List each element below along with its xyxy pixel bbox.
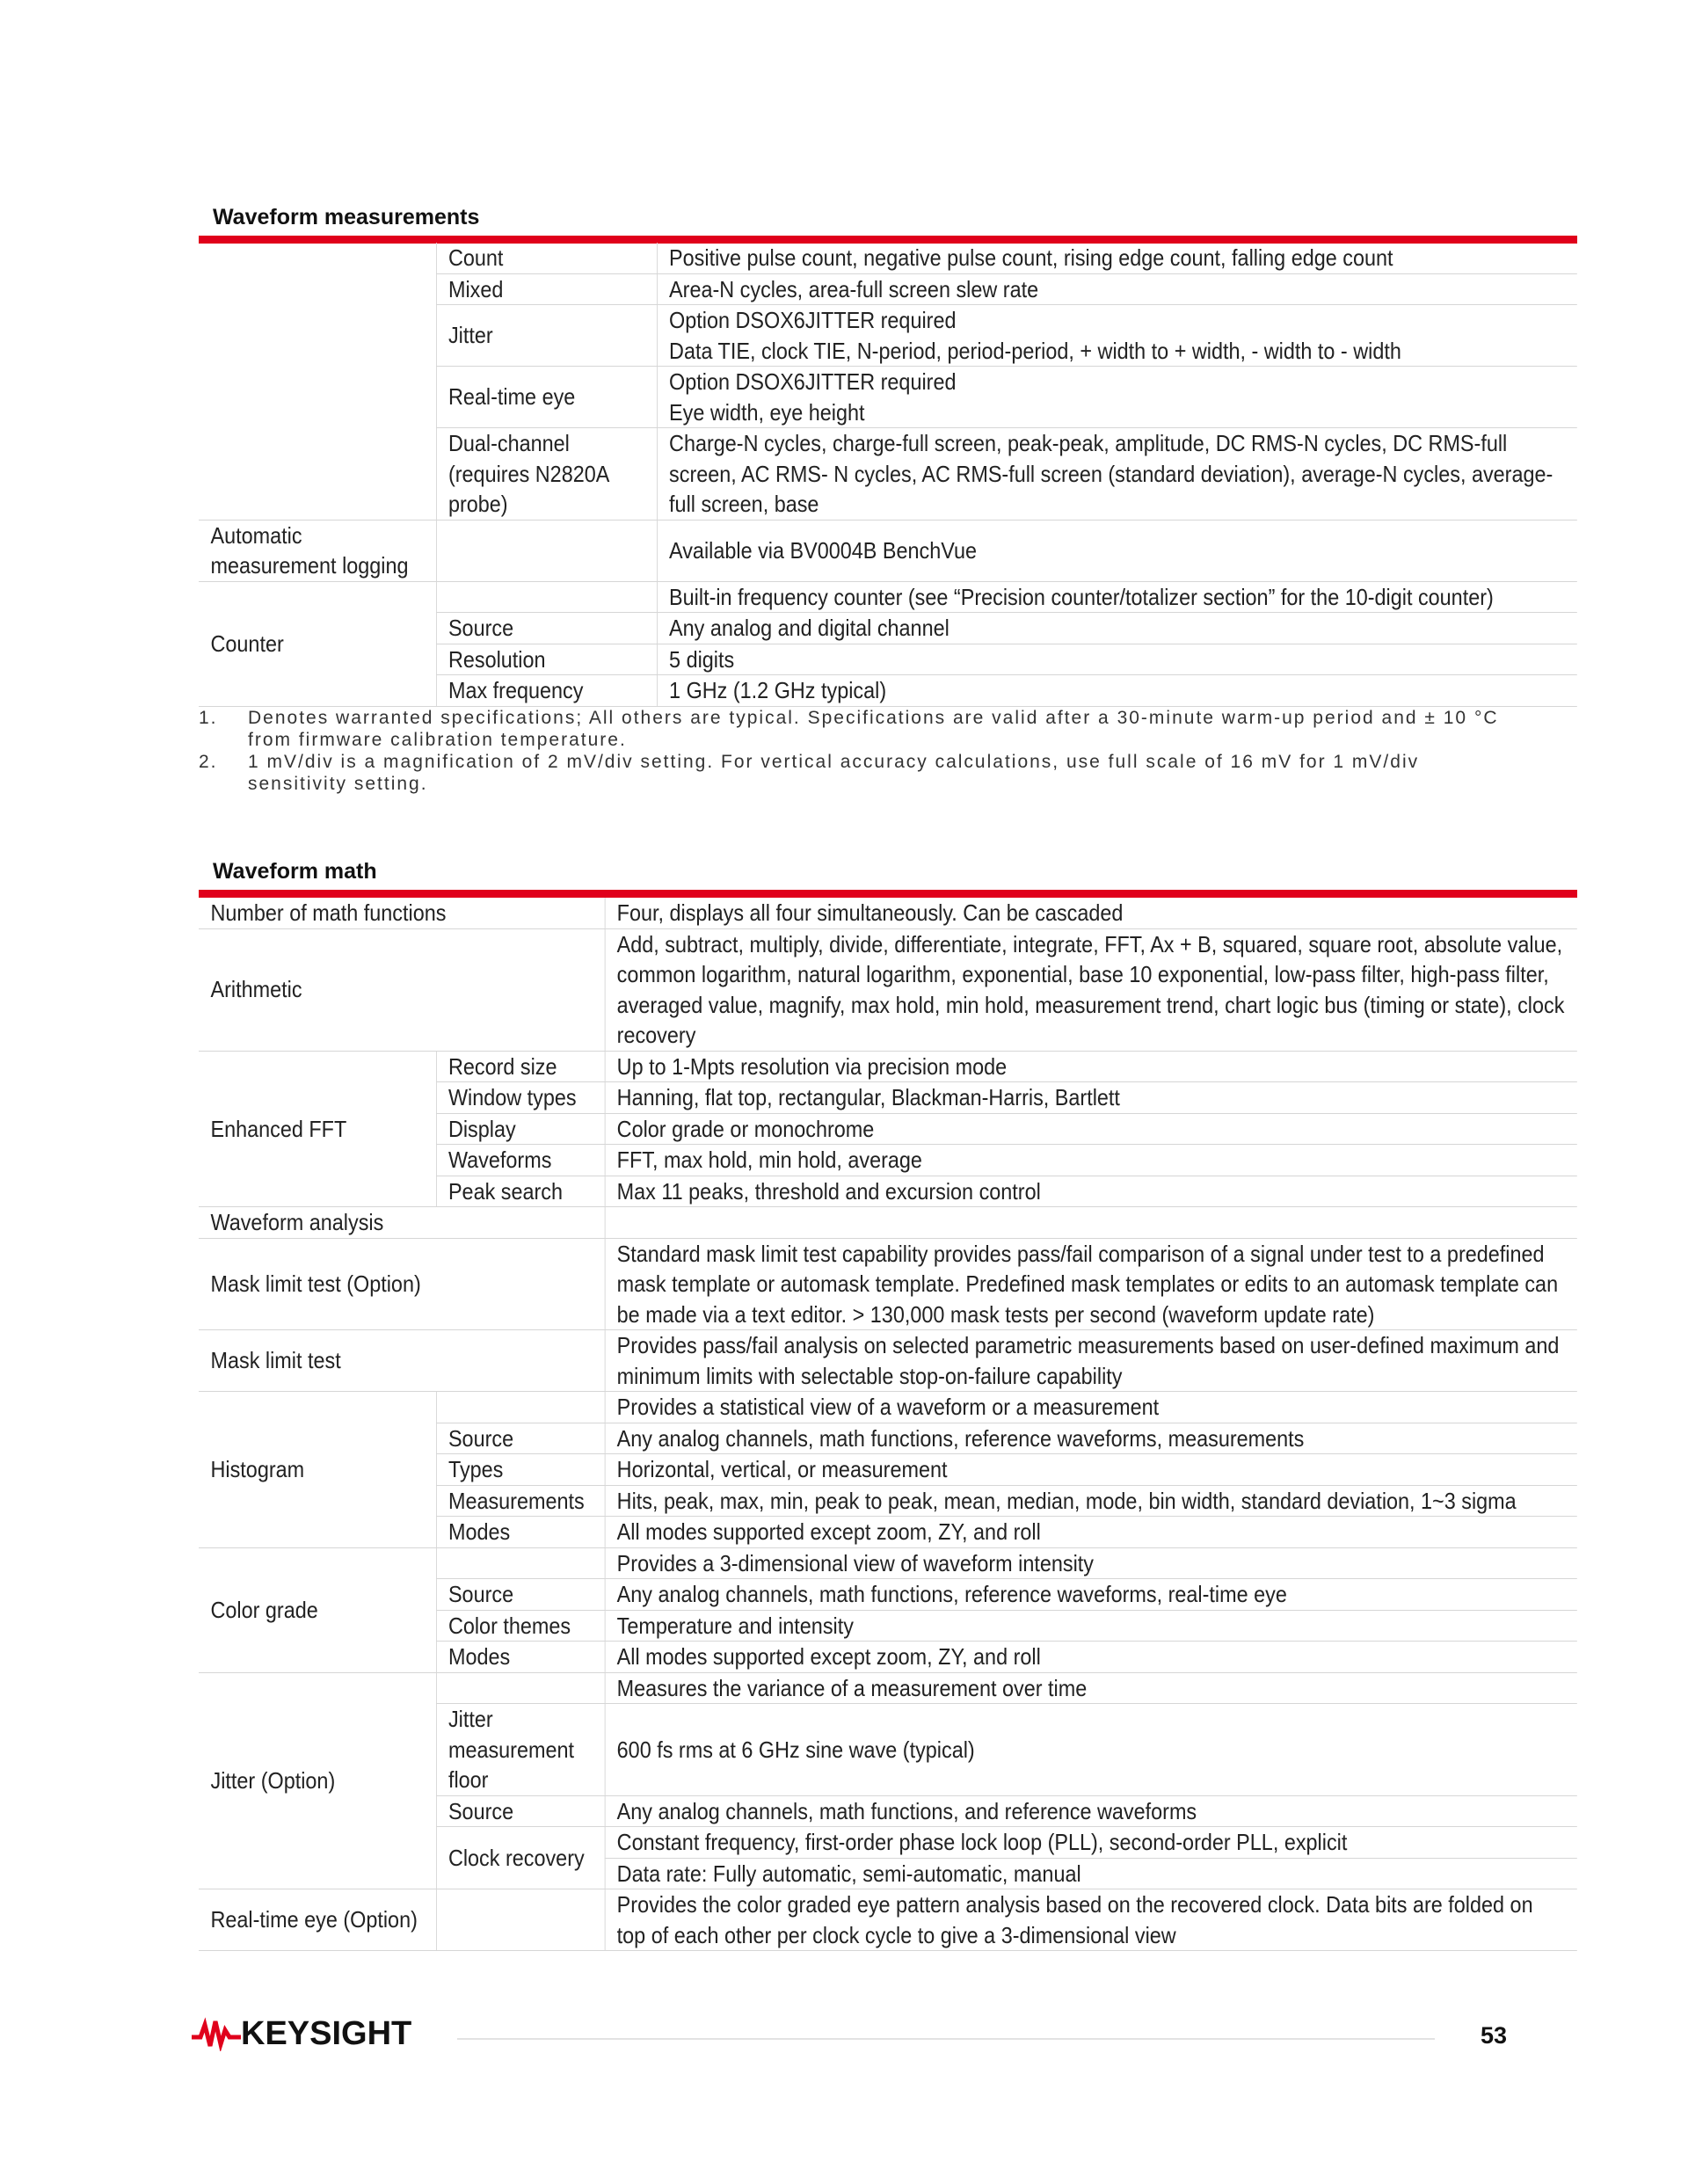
row-label-color-grade: Color grade bbox=[199, 1547, 436, 1672]
row-label-color-source: Source bbox=[436, 1579, 605, 1611]
row-value-arithmetic: Add, subtract, multiply, divide, differentiate, integrate, FFT, Ax + B, squared, square root, absolute value, common logarithm, natural logarithm, exponential, base 10 exponential, low-pass filter, high-pass filter, averaged value, magnify, max hold, min hold, measurement trend, chart logic bus (timing or state), clock recovery bbox=[605, 928, 1577, 1051]
row-label-record-size: Record size bbox=[436, 1051, 605, 1082]
footnote-number: 2. bbox=[199, 752, 218, 772]
row-value-display: Color grade or monochrome bbox=[605, 1113, 1577, 1145]
footnote-text: 1 mV/div is a magnification of 2 mV/div setting. For vertical accuracy calculations, use full scale of 16 mV for 1 mV/div sensitivity setting. bbox=[248, 752, 1420, 794]
section-divider bbox=[199, 890, 1577, 898]
footnote-number: 1. bbox=[199, 708, 218, 728]
row-label-histogram: Histogram bbox=[199, 1392, 436, 1548]
section-title-waveform-math: Waveform math bbox=[213, 859, 377, 884]
table-cell bbox=[436, 1547, 605, 1579]
row-value-mixed: Area-N cycles, area-full screen slew rate bbox=[657, 273, 1577, 305]
waveform-measurements-table bbox=[199, 243, 1577, 707]
table-cell bbox=[436, 581, 657, 613]
row-value-counter-source: Any analog and digital channel bbox=[657, 613, 1577, 644]
row-label-peak-search: Peak search bbox=[436, 1176, 605, 1207]
row-label-counter-source: Source bbox=[436, 613, 657, 644]
eye-line-2: Eye width, eye height bbox=[669, 398, 865, 426]
eye-line-1: Option DSOX6JITTER required bbox=[669, 368, 957, 395]
footnotes bbox=[199, 707, 1517, 795]
row-value-number-of-math-functions: Four, displays all four simultaneously. Can be cascaded bbox=[605, 898, 1577, 928]
row-label-display: Display bbox=[436, 1113, 605, 1145]
table-cell bbox=[436, 1672, 605, 1704]
table-row bbox=[199, 1392, 1577, 1423]
row-label-arithmetic: Arithmetic bbox=[199, 928, 605, 1051]
table-row bbox=[199, 520, 1577, 581]
row-value-dual-channel: Charge-N cycles, charge-full screen, peak-peak, amplitude, DC RMS-N cycles, DC RMS-full screen, AC RMS- N cycles, AC RMS-full screen (standard deviation), average-N cycles, average-full screen, base bbox=[657, 428, 1577, 521]
footnote bbox=[199, 751, 1517, 795]
row-value-histogram-types: Horizontal, vertical, or measurement bbox=[605, 1454, 1577, 1486]
row-value-clock-recovery-1: Constant frequency, first-order phase lock loop (PLL), second-order PLL, explicit bbox=[605, 1827, 1577, 1859]
row-label-histogram-modes: Modes bbox=[436, 1517, 605, 1548]
row-value-color-source: Any analog channels, math functions, reference waveforms, real-time eye bbox=[605, 1579, 1577, 1611]
table-row bbox=[199, 243, 1577, 273]
footnote bbox=[199, 707, 1517, 751]
row-label-jitter: Jitter bbox=[436, 305, 657, 367]
row-label-number-of-math-functions: Number of math functions bbox=[199, 898, 605, 928]
table-row bbox=[199, 1238, 1577, 1330]
row-label-real-time-eye-option: Real-time eye (Option) bbox=[199, 1889, 436, 1951]
row-value-histogram-intro: Provides a statistical view of a waveform or a measurement bbox=[605, 1392, 1577, 1423]
section-title-waveform-measurements: Waveform measurements bbox=[213, 205, 480, 229]
row-label-mask-limit-test-option: Mask limit test (Option) bbox=[199, 1238, 605, 1330]
row-label-jitter-source: Source bbox=[436, 1795, 605, 1827]
row-label-counter: Counter bbox=[199, 581, 436, 706]
row-value-jitter-floor: 600 fs rms at 6 GHz sine wave (typical) bbox=[605, 1704, 1577, 1796]
keysight-wave-icon bbox=[192, 2016, 241, 2051]
row-value-waveforms: FFT, max hold, min hold, average bbox=[605, 1145, 1577, 1176]
row-value-color-grade-intro: Provides a 3-dimensional view of waveform intensity bbox=[605, 1547, 1577, 1579]
row-label-jitter-floor: Jitter measurement floor bbox=[436, 1704, 605, 1796]
brand-name: KEYSIGHT bbox=[241, 2014, 412, 2052]
table-row bbox=[199, 1207, 1577, 1239]
row-value-window-types: Hanning, flat top, rectangular, Blackman-Harris, Bartlett bbox=[605, 1082, 1577, 1114]
table-cell bbox=[436, 520, 657, 581]
row-label-resolution: Resolution bbox=[436, 644, 657, 675]
row-value-mask-limit-test-option: Standard mask limit test capability provides pass/fail comparison of a signal under test to a predefined mask template or automask template. Predefined mask templates or edits to an automask template can be made via a text editor. > 130,000 mask tests per second (waveform update rate) bbox=[605, 1238, 1577, 1330]
row-label-window-types: Window types bbox=[436, 1082, 605, 1114]
row-value-real-time-eye-option: Provides the color graded eye pattern analysis based on the recovered clock. Data bits are folded on top of each other per clock cycle to give a 3-dimensional view bbox=[605, 1889, 1577, 1951]
table-row bbox=[199, 1330, 1577, 1392]
row-value-color-themes: Temperature and intensity bbox=[605, 1610, 1577, 1642]
row-label-dual-channel: Dual-channel (requires N2820A probe) bbox=[436, 428, 657, 521]
table-cell bbox=[199, 243, 436, 520]
row-value-resolution: 5 digits bbox=[657, 644, 1577, 675]
table-cell bbox=[436, 1392, 605, 1423]
row-label-jitter-option: Jitter (Option) bbox=[199, 1672, 436, 1889]
table-row bbox=[199, 1547, 1577, 1579]
row-label-enhanced-fft: Enhanced FFT bbox=[199, 1051, 436, 1207]
row-value-jitter-source: Any analog channels, math functions, and reference waveforms bbox=[605, 1795, 1577, 1827]
row-label-real-time-eye: Real-time eye bbox=[436, 367, 657, 428]
row-value-count: Positive pulse count, negative pulse count, rising edge count, falling edge count bbox=[657, 243, 1577, 273]
row-value-histogram-source: Any analog channels, math functions, reference waveforms, measurements bbox=[605, 1423, 1577, 1454]
row-value-real-time-eye bbox=[657, 367, 1577, 428]
table-cell bbox=[436, 1889, 605, 1951]
table-row bbox=[199, 1889, 1577, 1951]
row-label-waveform-analysis: Waveform analysis bbox=[199, 1207, 605, 1239]
row-value-auto-logging: Available via BV0004B BenchVue bbox=[657, 520, 1577, 581]
row-value-mask-limit-test: Provides pass/fail analysis on selected parametric measurements based on user-defined maximum and minimum limits with selectable stop-on-failure capability bbox=[605, 1330, 1577, 1392]
row-label-count: Count bbox=[436, 243, 657, 273]
row-label-mask-limit-test: Mask limit test bbox=[199, 1330, 605, 1392]
row-label-color-themes: Color themes bbox=[436, 1610, 605, 1642]
table-row bbox=[199, 928, 1577, 1051]
table-row bbox=[199, 1672, 1577, 1704]
row-value-histogram-modes: All modes supported except zoom, ZY, and roll bbox=[605, 1517, 1577, 1548]
footnote-text: Denotes warranted specifications; All others are typical. Specifications are valid after a 30-minute warm-up period and ± 10 °C from firmware calibration temperature. bbox=[248, 708, 1499, 750]
jitter-line-1: Option DSOX6JITTER required bbox=[669, 307, 957, 333]
row-label-waveforms: Waveforms bbox=[436, 1145, 605, 1176]
row-label-max-frequency: Max frequency bbox=[436, 675, 657, 707]
table-row bbox=[199, 898, 1577, 928]
row-value-counter: Built-in frequency counter (see “Precision counter/totalizer section” for the 10-digit counter) bbox=[657, 581, 1577, 613]
jitter-line-2: Data TIE, clock TIE, N-period, period-period, + width to + width, - width to - width bbox=[669, 337, 1401, 364]
row-value-histogram-measurements: Hits, peak, max, min, peak to peak, mean, median, mode, bin width, standard deviation, 1~3 sigma bbox=[605, 1485, 1577, 1517]
table-row bbox=[199, 1051, 1577, 1082]
row-label-mixed: Mixed bbox=[436, 273, 657, 305]
row-label-clock-recovery: Clock recovery bbox=[436, 1827, 605, 1889]
row-label-auto-logging: Automatic measurement logging bbox=[199, 520, 436, 581]
row-value-record-size: Up to 1-Mpts resolution via precision mode bbox=[605, 1051, 1577, 1082]
row-value-jitter bbox=[657, 305, 1577, 367]
row-label-histogram-types: Types bbox=[436, 1454, 605, 1486]
row-value-peak-search: Max 11 peaks, threshold and excursion control bbox=[605, 1176, 1577, 1207]
keysight-logo bbox=[192, 2013, 411, 2054]
row-label-histogram-measurements: Measurements bbox=[436, 1485, 605, 1517]
page-number: 53 bbox=[1481, 2022, 1508, 2049]
row-label-color-modes: Modes bbox=[436, 1642, 605, 1673]
row-label-histogram-source: Source bbox=[436, 1423, 605, 1454]
row-value-clock-recovery-2: Data rate: Fully automatic, semi-automatic, manual bbox=[605, 1858, 1577, 1889]
table-row bbox=[199, 581, 1577, 613]
waveform-math-table bbox=[199, 898, 1577, 1951]
row-value-color-modes: All modes supported except zoom, ZY, and roll bbox=[605, 1642, 1577, 1673]
row-value-waveform-analysis bbox=[605, 1207, 1577, 1239]
footer-divider bbox=[457, 2038, 1435, 2040]
row-value-max-frequency: 1 GHz (1.2 GHz typical) bbox=[657, 675, 1577, 707]
row-value-jitter-intro: Measures the variance of a measurement over time bbox=[605, 1672, 1577, 1704]
